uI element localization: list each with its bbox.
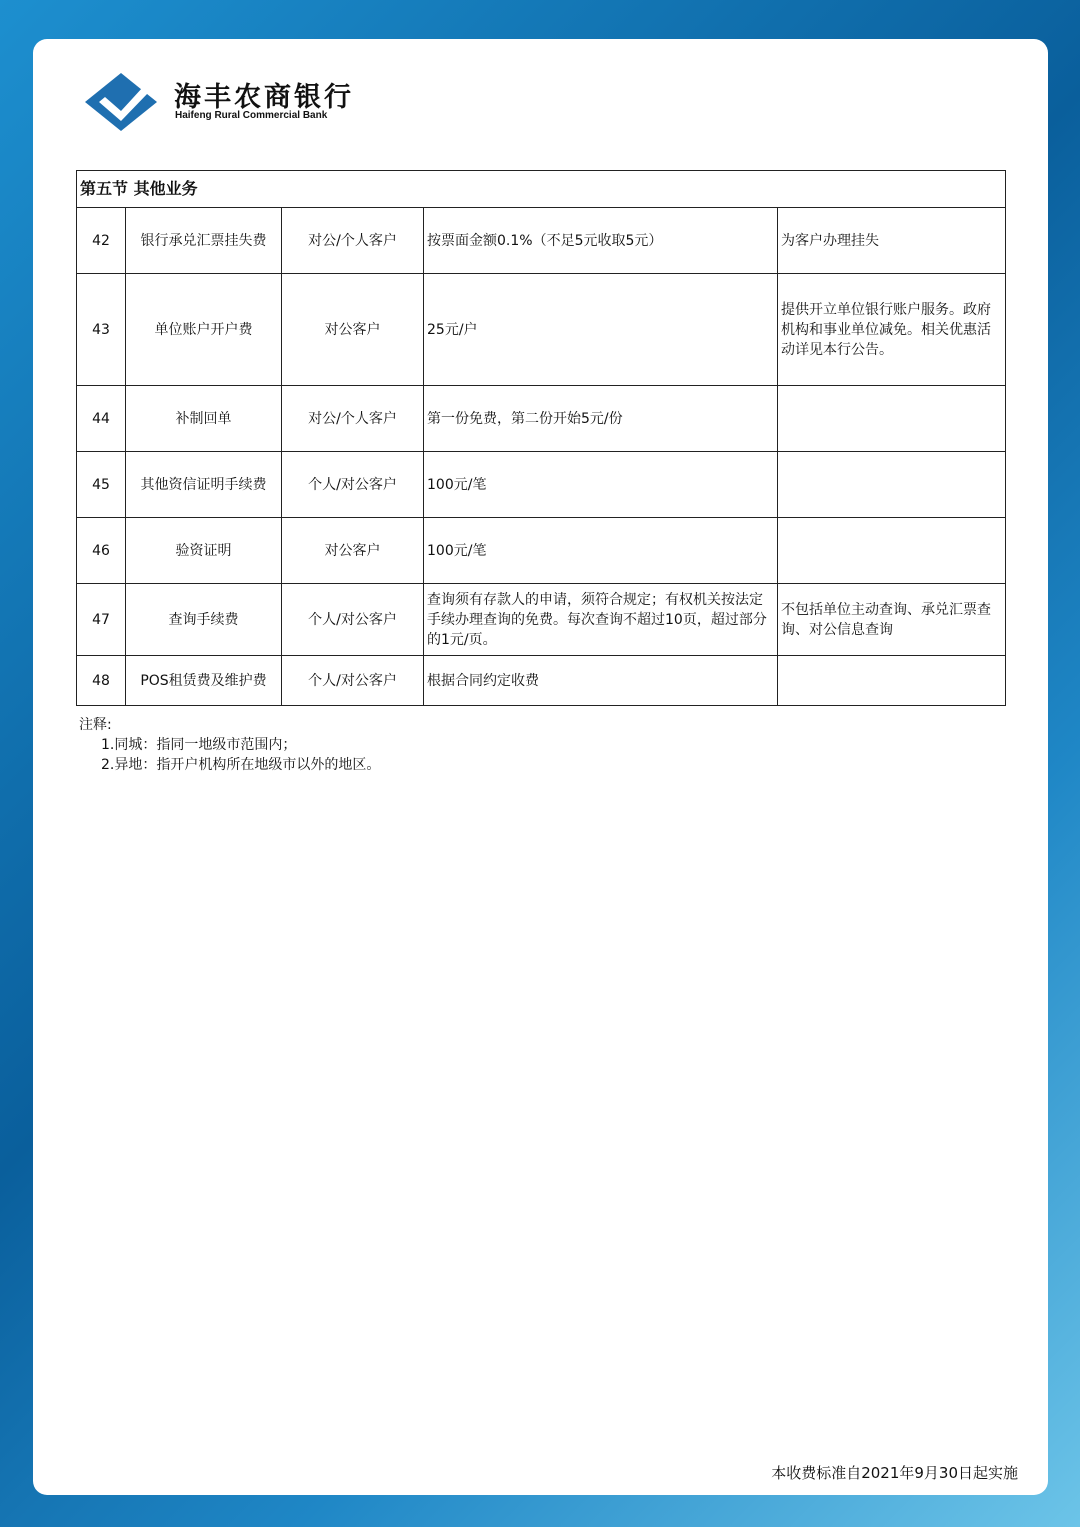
fee-remark [778, 656, 1006, 706]
row-number: 47 [77, 584, 126, 656]
fee-standard: 查询须有存款人的申请，须符合规定；有权机关按法定手续办理查询的免费。每次查询不超过10页，超过部分的1元/页。 [424, 584, 778, 656]
fee-standard: 100元/笔 [424, 452, 778, 518]
fee-item: 单位账户开户费 [126, 274, 282, 386]
effective-date: 本收费标准自2021年9月30日起实施 [771, 1464, 1018, 1482]
customer-type: 对公客户 [282, 274, 424, 386]
table-row [77, 518, 1006, 584]
fee-remark [778, 386, 1006, 452]
fee-standard: 第一份免费，第二份开始5元/份 [424, 386, 778, 452]
table-row [77, 274, 1006, 386]
customer-type: 对公/个人客户 [282, 208, 424, 274]
notes [79, 715, 380, 775]
fee-item: 银行承兑汇票挂失费 [126, 208, 282, 274]
fee-remark [778, 452, 1006, 518]
fee-standard: 根据合同约定收费 [424, 656, 778, 706]
customer-type: 个人/对公客户 [282, 656, 424, 706]
table-row [77, 656, 1006, 706]
row-number: 44 [77, 386, 126, 452]
fee-standard: 100元/笔 [424, 518, 778, 584]
row-number: 46 [77, 518, 126, 584]
row-number: 42 [77, 208, 126, 274]
row-number: 48 [77, 656, 126, 706]
fee-remark: 提供开立单位银行账户服务。政府机构和事业单位减免。相关优惠活动详见本行公告。 [778, 274, 1006, 386]
customer-type: 个人/对公客户 [282, 452, 424, 518]
fee-remark: 为客户办理挂失 [778, 208, 1006, 274]
table-row [77, 208, 1006, 274]
section-title: 第五节 其他业务 [77, 171, 1006, 208]
bank-logo [85, 73, 385, 133]
fee-remark: 不包括单位主动查询、承兑汇票查询、对公信息查询 [778, 584, 1006, 656]
bank-logo-icon [85, 73, 157, 131]
table-row [77, 452, 1006, 518]
note-item: 1.同城：指同一地级市范围内； [101, 737, 297, 753]
fee-item: 验资证明 [126, 518, 282, 584]
customer-type: 个人/对公客户 [282, 584, 424, 656]
fee-item: 其他资信证明手续费 [126, 452, 282, 518]
document-page [33, 39, 1048, 1495]
customer-type: 对公/个人客户 [282, 386, 424, 452]
bank-name-en: Haifeng Rural Commercial Bank [175, 110, 328, 121]
customer-type: 对公客户 [282, 518, 424, 584]
row-number: 43 [77, 274, 126, 386]
fee-remark [778, 518, 1006, 584]
note-item: 2.异地：指开户机构所在地级市以外的地区。 [101, 757, 381, 773]
fee-item: 查询手续费 [126, 584, 282, 656]
row-number: 45 [77, 452, 126, 518]
fee-standard: 25元/户 [424, 274, 778, 386]
notes-title: 注释: [79, 717, 112, 733]
section-row [77, 171, 1006, 208]
bank-name-cn: 海丰农商银行 [174, 82, 354, 113]
fee-standard: 按票面金额0.1%（不足5元收取5元） [424, 208, 778, 274]
fee-item: POS租赁费及维护费 [126, 656, 282, 706]
fee-table [76, 170, 1006, 706]
fee-item: 补制回单 [126, 386, 282, 452]
table-row [77, 386, 1006, 452]
table-row [77, 584, 1006, 656]
